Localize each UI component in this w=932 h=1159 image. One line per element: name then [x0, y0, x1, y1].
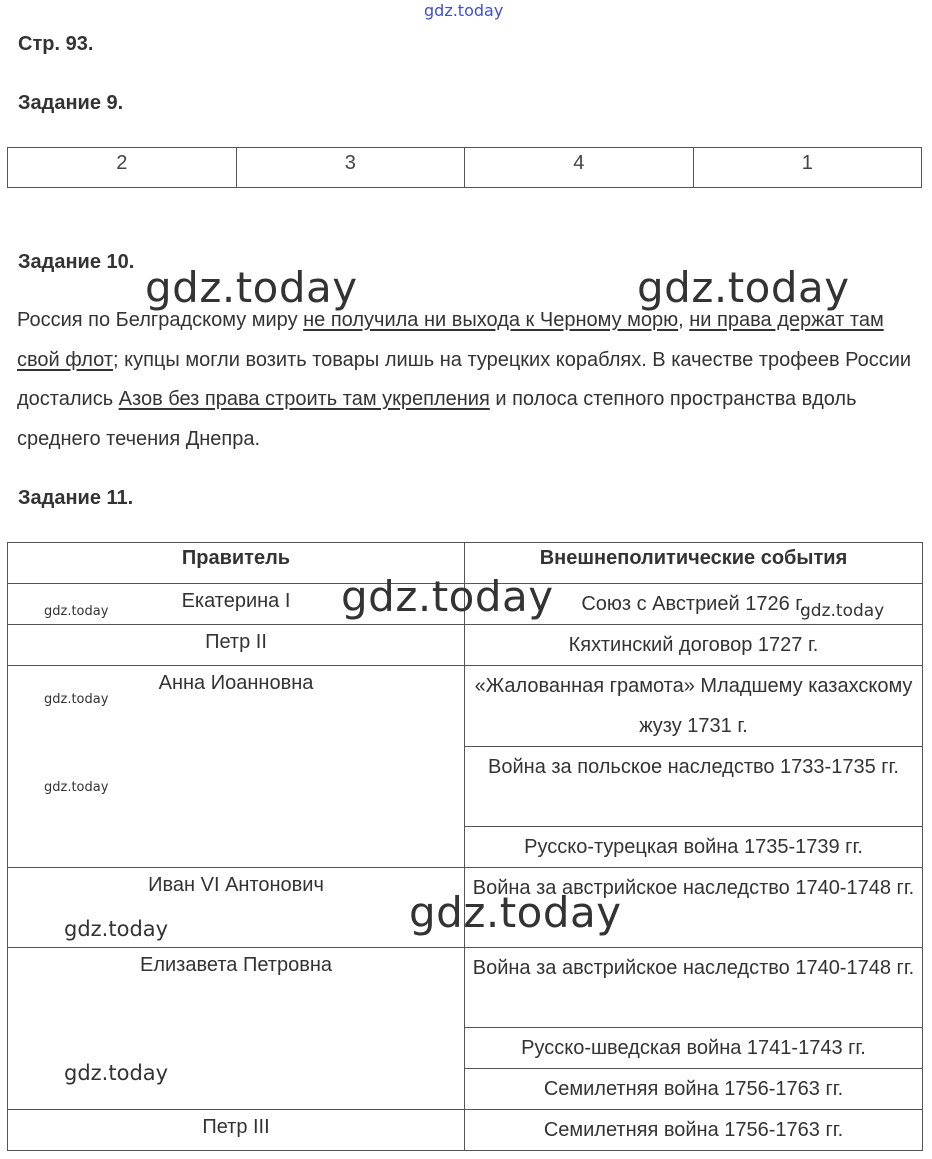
task9-heading: Задание 9.	[18, 92, 124, 114]
watermark-large: gdz.today	[637, 263, 850, 312]
watermark-small: gdz.today	[44, 604, 109, 619]
task9-cell: 1	[693, 148, 922, 188]
ruler-cell: Елизавета Петровна	[8, 948, 465, 1110]
ruler-cell: Иван VI Антонович	[8, 868, 465, 948]
task10-text: Россия по Белградскому миру	[17, 309, 304, 331]
watermark-small: gdz.today	[44, 692, 109, 707]
task10-heading: Задание 10.	[18, 251, 135, 273]
task10-text: ; купцы могли возить товары лишь на турецких кораблях. В качестве трофеев России достались	[17, 348, 912, 410]
column-header-events: Внешнеполитические события	[465, 543, 923, 584]
event-cell: Семилетняя война 1756-1763 гг.	[465, 1110, 923, 1151]
task10-text: и полоса степного пространства вдоль среднего течения Днепра.	[17, 388, 857, 450]
watermark-large: gdz.today	[341, 572, 554, 621]
ruler-cell: Петр II	[8, 625, 465, 666]
page-title: Стр. 93.	[18, 33, 94, 55]
watermark-small: gdz.today	[800, 601, 885, 621]
ruler-cell: Петр III	[8, 1110, 465, 1151]
watermark-medium: gdz.today	[64, 1061, 169, 1085]
column-header-ruler: Правитель	[8, 543, 465, 584]
watermark-top: gdz.today	[424, 1, 504, 20]
task9-cell: 3	[236, 148, 465, 188]
event-cell: Война за австрийское наследство 1740-1748 гг.	[465, 868, 923, 948]
task11-heading: Задание 11.	[18, 487, 134, 509]
task10-underlined: Азов без права строить там укрепления	[118, 388, 490, 410]
event-cell: Русско-шведская война 1741-1743 гг.	[465, 1028, 923, 1069]
watermark-medium: gdz.today	[64, 917, 169, 941]
ruler-cell: Анна Иоанновна	[8, 666, 465, 868]
event-cell: Кяхтинский договор 1727 г.	[465, 625, 923, 666]
event-cell: Война за австрийское наследство 1740-1748 гг.	[465, 948, 923, 1028]
task10-text: ,	[678, 309, 690, 331]
event-cell: «Жалованная грамота» Младшему казахскому жузу 1731 г.	[465, 666, 923, 747]
event-cell: Русско-турецкая война 1735-1739 гг.	[465, 827, 923, 868]
event-cell: Семилетняя война 1756-1763 гг.	[465, 1069, 923, 1110]
task10-underlined: не получила ни выхода к Черному морю	[303, 309, 679, 331]
watermark-large: gdz.today	[409, 888, 622, 937]
task9-cell: 2	[8, 148, 237, 188]
event-cell: Война за польское наследство 1733-1735 гг.	[465, 747, 923, 827]
task11-table	[7, 542, 923, 1151]
task9-answer-table	[7, 147, 922, 188]
event-cell: Союз с Австрией 1726 г.	[465, 584, 923, 625]
task9-cell: 4	[465, 148, 694, 188]
watermark-small: gdz.today	[44, 780, 109, 795]
task10-underlined: ни права держат там свой флот	[17, 309, 884, 371]
ruler-cell: Екатерина I	[8, 584, 465, 625]
task10-answer-paragraph	[17, 301, 917, 459]
watermark-large: gdz.today	[145, 263, 358, 312]
